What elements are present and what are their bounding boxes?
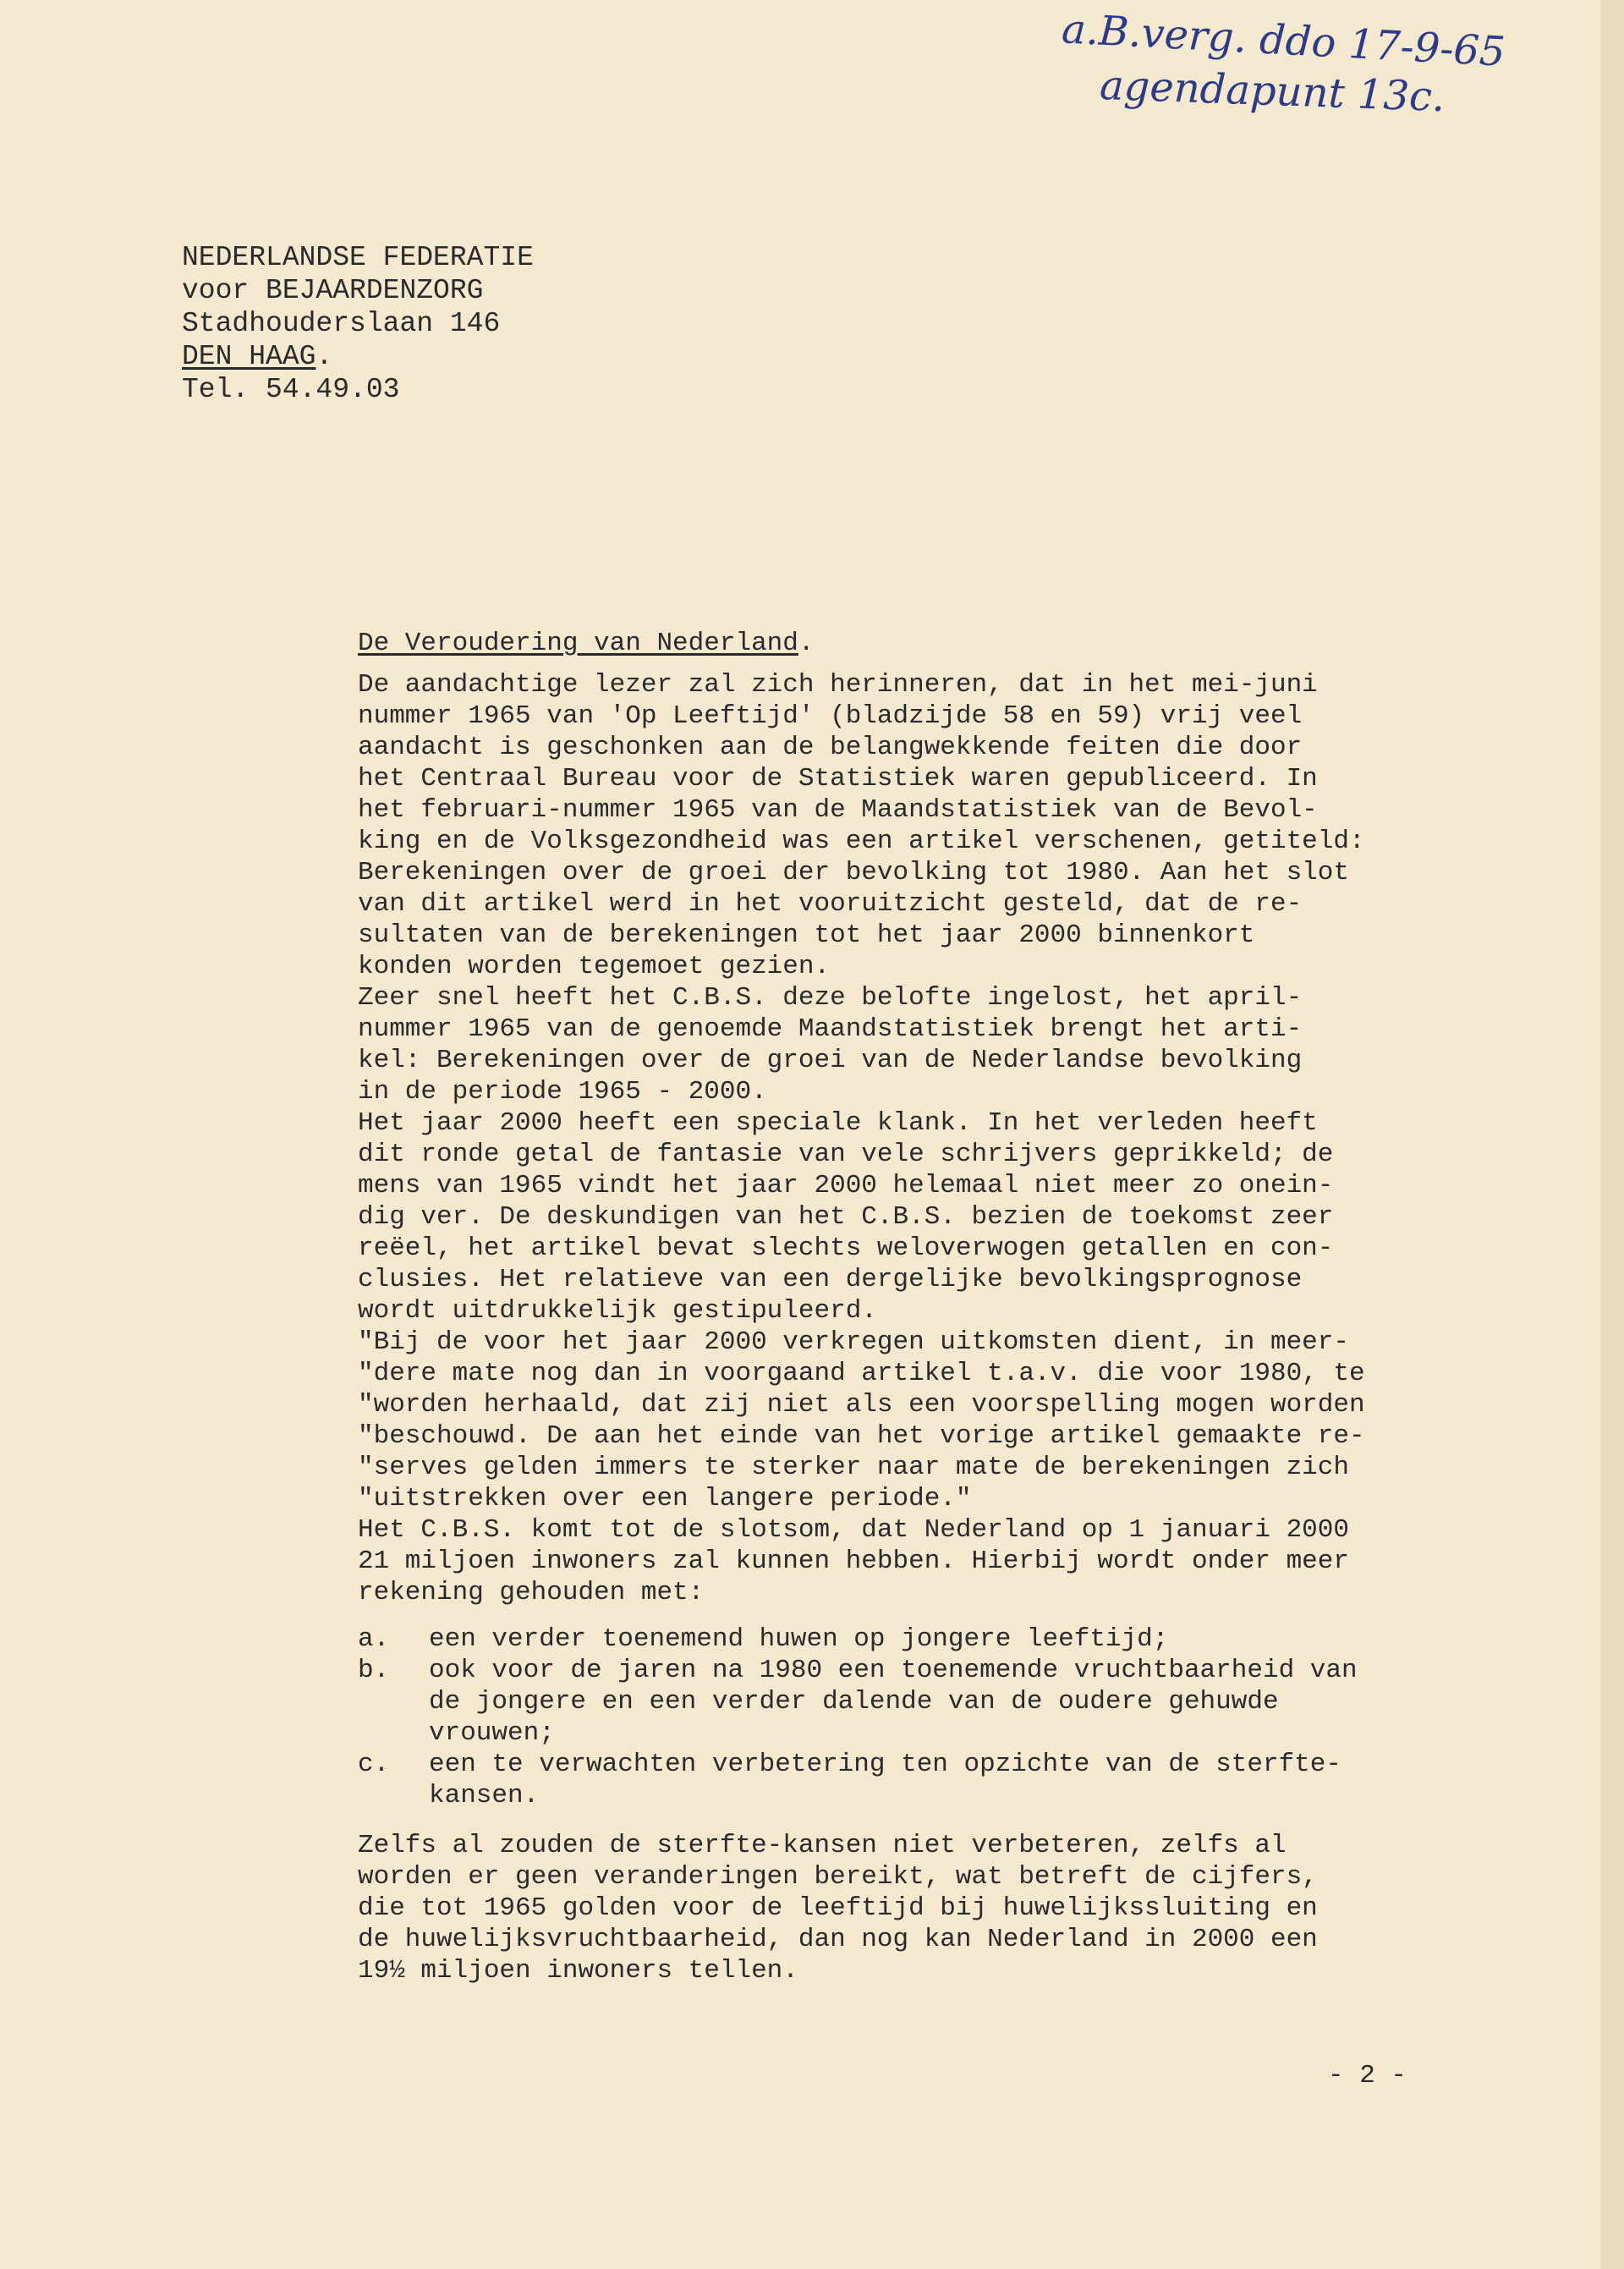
sender-address-block — [182, 241, 534, 406]
article-line: De aandachtige lezer zal zich herinneren, dat in het mei-juni — [358, 670, 1318, 700]
list-item-label: a. — [358, 1624, 390, 1654]
sender-street: Stadhouderslaan 146 — [182, 308, 501, 339]
article-line: Zeer snel heeft het C.B.S. deze belofte ingelost, het april- — [358, 983, 1303, 1013]
article-line: konden worden tegemoet gezien. — [358, 952, 831, 981]
article-line: reëel, het artikel bevat slechts weloverwogen getallen en con- — [358, 1233, 1334, 1263]
article-line: clusies. Het relatieve van een dergelijke bevolkingsprognose — [358, 1265, 1303, 1294]
list-item-line: vrouwen; — [429, 1718, 555, 1748]
article-line: dit ronde getal de fantasie van vele schrijvers geprikkeld; de — [358, 1140, 1334, 1169]
list-item-text — [429, 1655, 1483, 1749]
list-item-line: de jongere en een verder dalende van de oudere gehuwde — [429, 1687, 1279, 1717]
article-line: nummer 1965 van de genoemde Maandstatistiek brengt het arti- — [358, 1014, 1303, 1044]
paper-edge — [1600, 0, 1624, 2269]
article-line: Berekeningen over de groei der bevolking tot 1980. Aan het slot — [358, 858, 1349, 887]
handwritten-annotation-line1: a.B.verg. ddo 17-9-65 — [1060, 5, 1506, 76]
article-list — [358, 1623, 1483, 1811]
list-item-line: een verder toenemend huwen op jongere leeftijd; — [429, 1624, 1169, 1654]
article-line: kel: Berekeningen over de groei van de Nederlandse bevolking — [358, 1046, 1303, 1075]
article-line: het februari-nummer 1965 van de Maandstatistiek van de Bevol- — [358, 795, 1318, 825]
closing-line: de huwelijksvruchtbaarheid, dan nog kan Nederland in 2000 een — [358, 1925, 1318, 1954]
article-line: rekening gehouden met: — [358, 1578, 705, 1607]
sender-city-suffix: . — [315, 341, 333, 372]
sender-org-line1: NEDERLANDSE FEDERATIE — [182, 242, 534, 273]
article-line: nummer 1965 van 'Op Leeftijd' (bladzijde 58 en 59) vrij veel — [358, 701, 1303, 731]
page-number: - 2 - — [1328, 2061, 1407, 2090]
article-line: king en de Volksgezondheid was een artikel verschenen, getiteld: — [358, 827, 1365, 856]
closing-line: worden er geen veranderingen bereikt, wat betreft de cijfers, — [358, 1862, 1318, 1892]
closing-line: Zelfs al zouden de sterfte-kansen niet verbeteren, zelfs al — [358, 1831, 1287, 1860]
list-item — [358, 1655, 1483, 1749]
sender-city-line — [182, 340, 534, 373]
article-line: van dit artikel werd in het vooruitzicht gesteld, dat de re- — [358, 889, 1303, 919]
article-line: in de periode 1965 - 2000. — [358, 1077, 767, 1107]
article-title-line — [358, 628, 1483, 659]
article-closing — [358, 1830, 1483, 1986]
article-line: dig ver. De deskundigen van het C.B.S. bezien de toekomst zeer — [358, 1202, 1334, 1232]
article-paragraphs — [358, 669, 1483, 1608]
closing-line: die tot 1965 golden voor de leeftijd bij huwelijkssluiting en — [358, 1893, 1318, 1923]
sender-city: DEN HAAG — [182, 341, 316, 372]
article-line: Het C.B.S. komt tot de slotsom, dat Nederland op 1 januari 2000 — [358, 1515, 1349, 1545]
article-line: "serves gelden immers te sterker naar mate de berekeningen zich — [358, 1453, 1349, 1482]
list-item-line: kansen. — [429, 1781, 540, 1810]
article-line: mens van 1965 vindt het jaar 2000 helemaal niet meer zo onein- — [358, 1171, 1334, 1200]
article-line: het Centraal Bureau voor de Statistiek waren gepubliceerd. In — [358, 764, 1318, 794]
article-line: Het jaar 2000 heeft een speciale klank. In het verleden heeft — [358, 1108, 1318, 1138]
article-line: aandacht is geschonken aan de belangwekkende feiten die door — [358, 733, 1303, 762]
article-line: sultaten van de berekeningen tot het jaar 2000 binnenkort — [358, 920, 1255, 950]
list-item-text — [429, 1623, 1483, 1655]
article-title: De Veroudering van Nederland — [358, 629, 798, 658]
article-line: "dere mate nog dan in voorgaand artikel t.a.v. die voor 1980, te — [358, 1359, 1365, 1388]
handwritten-annotation-line2: agendapunt 13c. — [1099, 61, 1446, 122]
article-line: "Bij de voor het jaar 2000 verkregen uitkomsten dient, in meer- — [358, 1327, 1349, 1357]
closing-line: 19½ miljoen inwoners tellen. — [358, 1956, 798, 1986]
sender-org-line2: voor BEJAARDENZORG — [182, 275, 484, 306]
list-item-label: b. — [358, 1656, 390, 1685]
list-item — [358, 1623, 1483, 1655]
article-line: "beschouwd. De aan het einde van het vorige artikel gemaakte re- — [358, 1421, 1365, 1451]
article-line: 21 miljoen inwoners zal kunnen hebben. Hierbij wordt onder meer — [358, 1547, 1349, 1576]
list-item — [358, 1749, 1483, 1811]
article-title-suffix: . — [798, 629, 815, 658]
list-item-text — [429, 1749, 1483, 1811]
sender-phone: Tel. 54.49.03 — [182, 374, 400, 405]
list-item-line: ook voor de jaren na 1980 een toenemende vruchtbaarheid van — [429, 1656, 1358, 1685]
article-line: "worden herhaald, dat zij niet als een voorspelling mogen worden — [358, 1390, 1365, 1420]
article-body — [358, 628, 1483, 1986]
article-line: wordt uitdrukkelijk gestipuleerd. — [358, 1296, 877, 1326]
list-item-label: c. — [358, 1750, 390, 1779]
article-line: "uitstrekken over een langere periode." — [358, 1484, 972, 1514]
list-item-line: een te verwachten verbetering ten opzichte van de sterfte- — [429, 1750, 1341, 1779]
